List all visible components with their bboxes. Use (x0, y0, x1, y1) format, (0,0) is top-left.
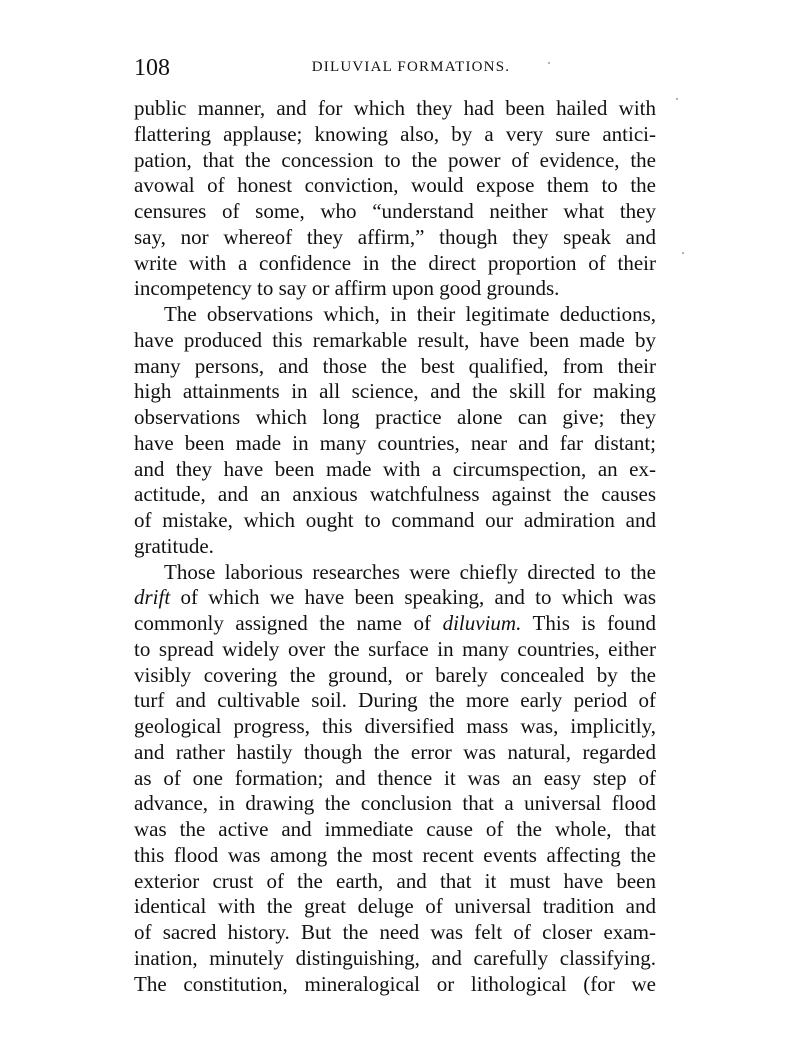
page-number: 108 (134, 55, 170, 81)
text-line: The constitution, mineralogical or lithological (for we (134, 971, 656, 996)
text-line: have been made in many countries, near and far distant; (134, 430, 656, 455)
text-line: visibly covering the ground, or barely concealed by the (134, 662, 656, 687)
text-line: public manner, and for which they had been hailed with (134, 96, 656, 120)
text-line: say, nor whereof they affirm,” though they speak and (134, 224, 656, 249)
text-line-with-italic (134, 611, 656, 637)
paragraph-first-line: The observations which, in their legitimate deductions, (164, 302, 656, 326)
text-line: pation, that the concession to the power of evidence, the (134, 147, 656, 172)
text-line: high attainments in all science, and the skill for making (134, 379, 656, 404)
text-line: was the active and immediate cause of the whole, that (134, 817, 656, 841)
text-line: actitude, and an anxious watchfulness against the causes (134, 482, 656, 507)
text-line: observations which long practice alone can give; they (134, 405, 656, 429)
text-line: exterior crust of the earth, and that it must have been (134, 868, 656, 893)
italic-term: drift (134, 585, 171, 610)
running-head: DILUVIAL FORMATIONS. (311, 59, 511, 75)
text-line: have produced this remarkable result, have been made by (134, 327, 656, 352)
text-line: avowal of honest conviction, would expose them to the (134, 173, 656, 198)
text-line: turf and cultivable soil. During the more early period of (134, 688, 656, 713)
page-header (134, 54, 656, 88)
text-line: censures of some, who “understand neither what they (134, 199, 656, 223)
text-line: to spread widely over the surface in many countries, either (134, 636, 656, 661)
print-speck (682, 252, 684, 254)
text-line: of mistake, which ought to command our admiration and (134, 508, 656, 532)
text-line: many persons, and those the best qualified, from their (134, 353, 656, 378)
text-line: of sacred history. But the need was felt of closer exam- (134, 920, 656, 944)
text-line: and they have been made with a circumspection, an ex- (134, 456, 656, 481)
text-line: incompetency to say or affirm upon good grounds. (134, 276, 560, 301)
print-speck (676, 98, 678, 100)
text-line: geological progress, this diversified mass was, implicitly, (134, 714, 656, 738)
text-line: identical with the great deluge of universal tradition and (134, 894, 656, 919)
text-line: ination, minutely distinguishing, and carefully classifying. (134, 945, 656, 970)
body-text (134, 96, 656, 997)
paragraph-first-line: Those laborious researches were chiefly directed to the (164, 559, 656, 584)
text-line: gratitude. (134, 533, 214, 558)
print-speck (548, 62, 550, 64)
text-line: this flood was among the most recent events affecting the (134, 842, 656, 867)
text-line: as of one formation; and thence it was an easy step of (134, 765, 656, 790)
text-line: and rather hastily though the error was natural, regarded (134, 739, 656, 764)
line-post-text: of which we have been speaking, and to which was (170, 585, 656, 610)
text-line-with-italic (134, 585, 656, 611)
text-line: write with a confidence in the direct proportion of their (134, 250, 656, 275)
text-line: flattering applause; knowing also, by a very sure antici- (134, 121, 656, 146)
line-pre-text: commonly assigned the name of (134, 611, 443, 635)
line-post-text: This is found (521, 611, 656, 635)
text-line: advance, in drawing the conclusion that a universal flood (134, 791, 656, 816)
italic-term: diluvium. (442, 611, 522, 635)
